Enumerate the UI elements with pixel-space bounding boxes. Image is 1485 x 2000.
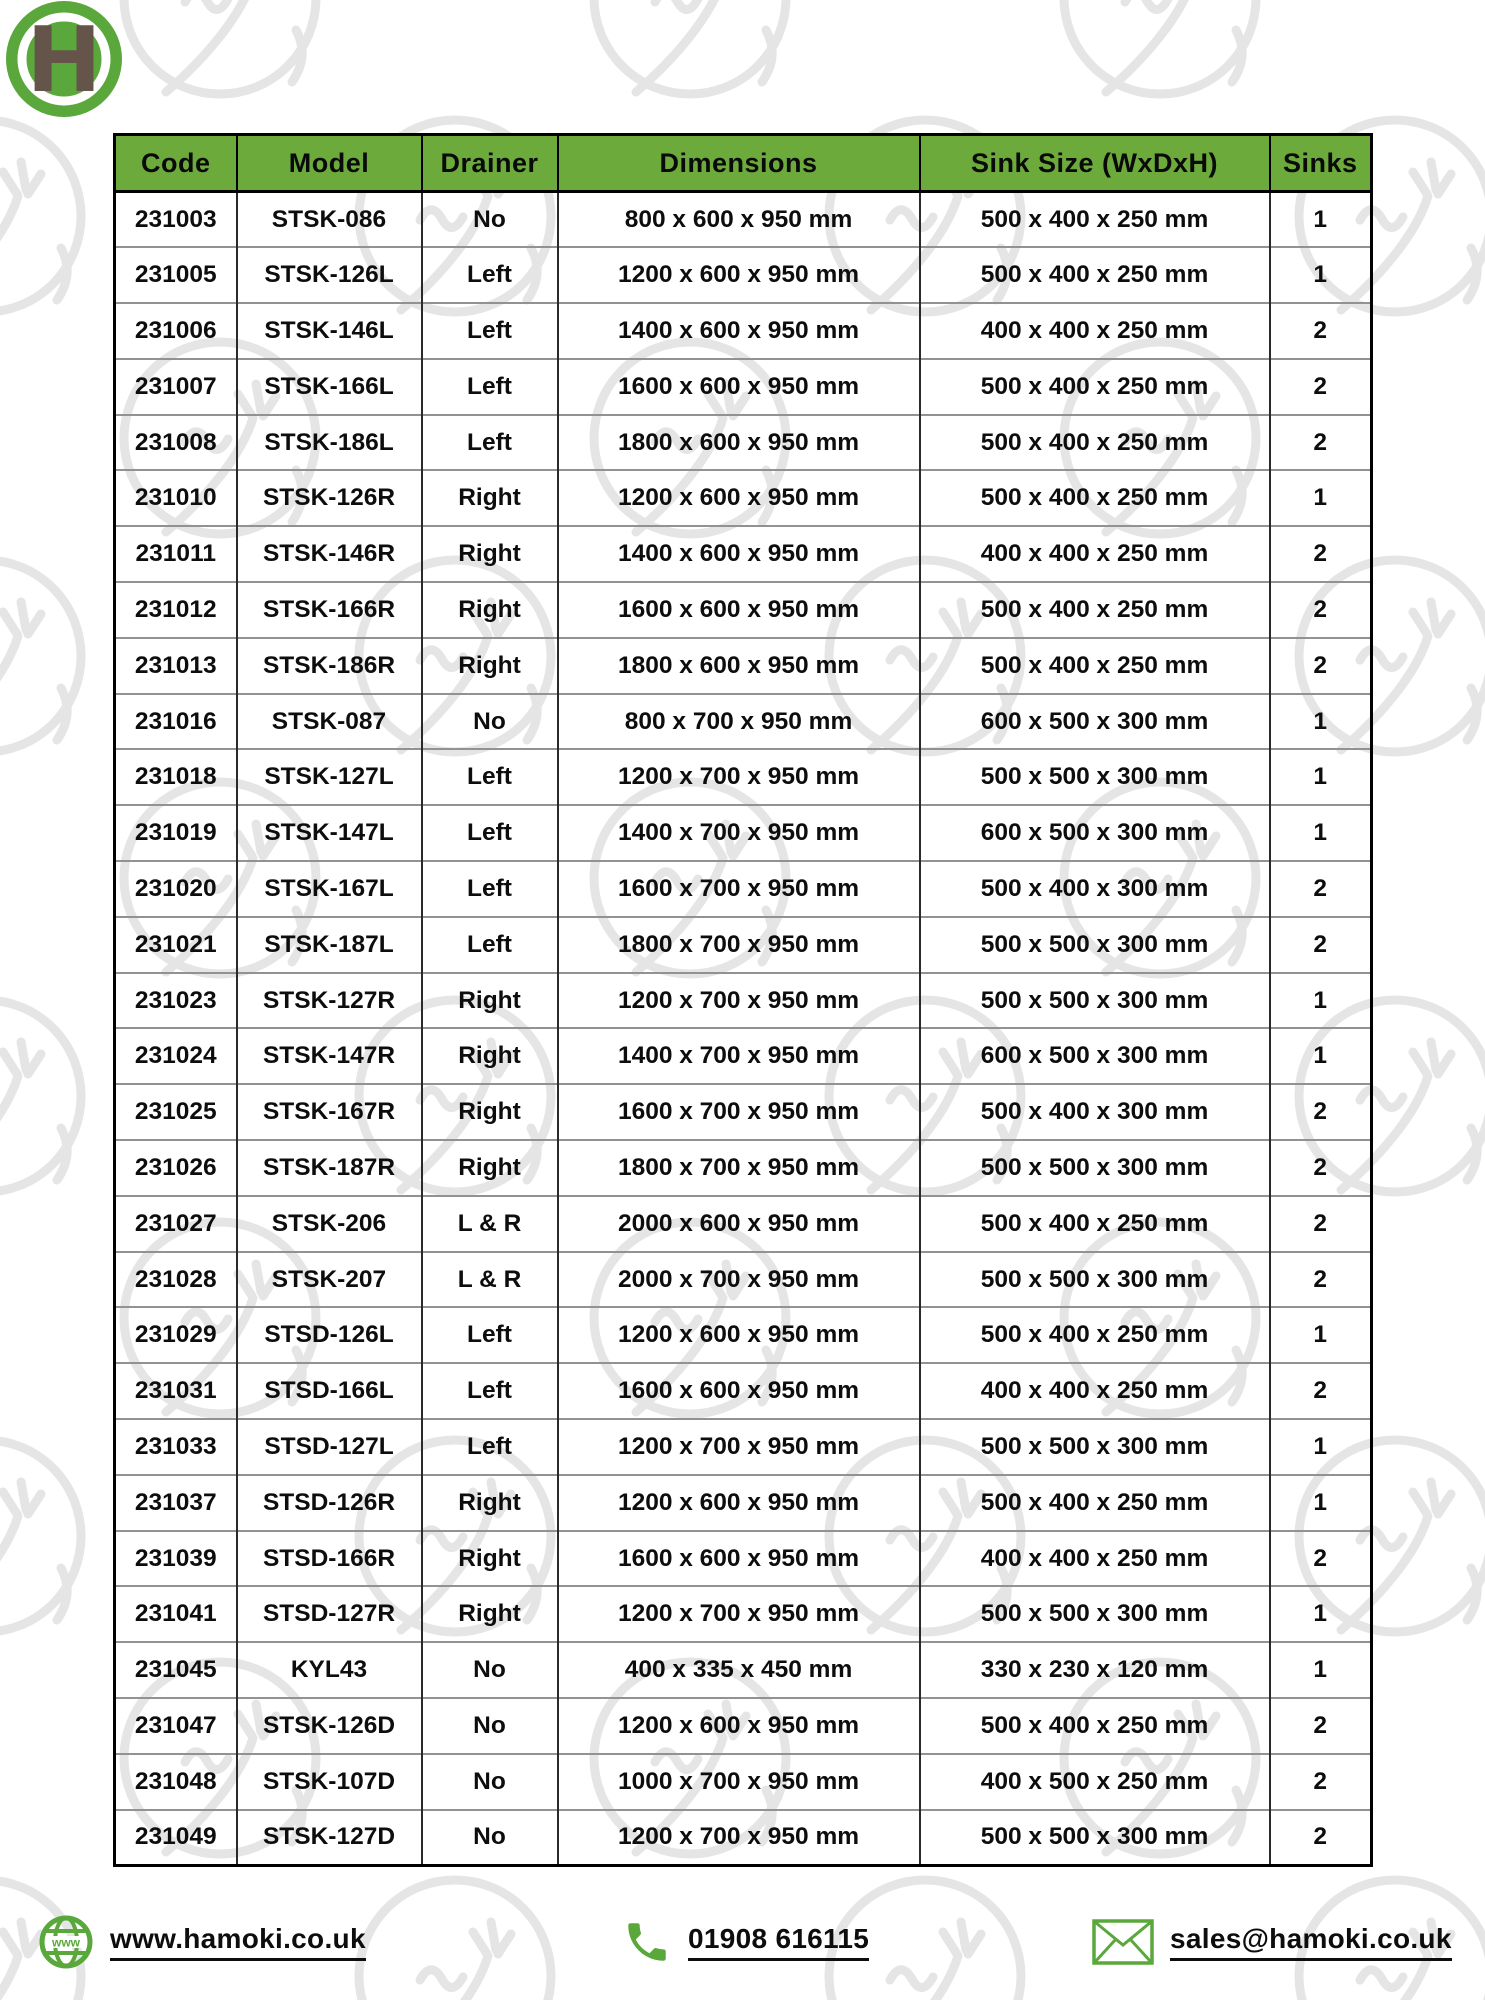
- table-cell: STSD-127R: [237, 1586, 422, 1642]
- table-cell: 2: [1270, 1252, 1372, 1308]
- table-cell: STSK-127D: [237, 1810, 422, 1866]
- table-cell: 1200 x 700 x 950 mm: [558, 749, 920, 805]
- table-cell: STSK-087: [237, 694, 422, 750]
- table-cell: 1800 x 600 x 950 mm: [558, 638, 920, 694]
- header-sinks: Sinks: [1270, 135, 1372, 192]
- table-cell: 231019: [115, 805, 237, 861]
- table-cell: 1: [1270, 247, 1372, 303]
- table-cell: STSK-107D: [237, 1754, 422, 1810]
- table-row: [115, 415, 1372, 471]
- table-cell: 231008: [115, 415, 237, 471]
- table-cell: 231010: [115, 470, 237, 526]
- table-cell: 1: [1270, 805, 1372, 861]
- table-cell: STSK-146R: [237, 526, 422, 582]
- logo-letter: H: [26, 8, 102, 113]
- table-cell: 500 x 400 x 250 mm: [920, 582, 1270, 638]
- table-cell: 231021: [115, 917, 237, 973]
- table-cell: 1400 x 700 x 950 mm: [558, 805, 920, 861]
- table-cell: Right: [422, 582, 558, 638]
- table-cell: 2000 x 700 x 950 mm: [558, 1252, 920, 1308]
- table-cell: 500 x 400 x 250 mm: [920, 192, 1270, 248]
- table-cell: 231028: [115, 1252, 237, 1308]
- table-cell: STSD-126L: [237, 1307, 422, 1363]
- table-cell: STSK-147L: [237, 805, 422, 861]
- table-cell: No: [422, 1754, 558, 1810]
- table-cell: 231018: [115, 749, 237, 805]
- table-cell: 1: [1270, 1586, 1372, 1642]
- table-row: [115, 1252, 1372, 1308]
- table-cell: 2: [1270, 359, 1372, 415]
- table-cell: 2: [1270, 526, 1372, 582]
- table-cell: 1800 x 700 x 950 mm: [558, 917, 920, 973]
- table-row: [115, 470, 1372, 526]
- table-cell: 231013: [115, 638, 237, 694]
- table-row: [115, 247, 1372, 303]
- table-cell: STSK-187L: [237, 917, 422, 973]
- table-cell: 1200 x 700 x 950 mm: [558, 1586, 920, 1642]
- table-cell: 1: [1270, 749, 1372, 805]
- table-cell: STSK-147R: [237, 1028, 422, 1084]
- table-cell: Right: [422, 1140, 558, 1196]
- table-row: [115, 861, 1372, 917]
- table-cell: 2: [1270, 1140, 1372, 1196]
- table-cell: STSK-207: [237, 1252, 422, 1308]
- website-link[interactable]: www.hamoki.co.uk: [110, 1923, 366, 1961]
- table-cell: 2000 x 600 x 950 mm: [558, 1196, 920, 1252]
- table-cell: 400 x 400 x 250 mm: [920, 1531, 1270, 1587]
- table-cell: 400 x 400 x 250 mm: [920, 1363, 1270, 1419]
- table-cell: 231029: [115, 1307, 237, 1363]
- table-cell: L & R: [422, 1252, 558, 1308]
- table-cell: 1200 x 700 x 950 mm: [558, 973, 920, 1029]
- table-cell: 1: [1270, 1307, 1372, 1363]
- table-cell: 231031: [115, 1363, 237, 1419]
- table-cell: 1600 x 600 x 950 mm: [558, 1531, 920, 1587]
- phone-link[interactable]: 01908 616115: [688, 1923, 869, 1961]
- footer-email: [1092, 1902, 1452, 1982]
- table-row: [115, 1810, 1372, 1866]
- table-cell: No: [422, 1810, 558, 1866]
- table-cell: 500 x 500 x 300 mm: [920, 973, 1270, 1029]
- table-cell: 500 x 400 x 250 mm: [920, 470, 1270, 526]
- table-cell: 500 x 400 x 250 mm: [920, 1196, 1270, 1252]
- table-cell: 2: [1270, 582, 1372, 638]
- table-cell: 500 x 500 x 300 mm: [920, 917, 1270, 973]
- table-cell: 231049: [115, 1810, 237, 1866]
- table-row: [115, 805, 1372, 861]
- table-cell: 2: [1270, 638, 1372, 694]
- table-cell: Right: [422, 526, 558, 582]
- table-cell: STSD-127L: [237, 1419, 422, 1475]
- table-cell: 400 x 500 x 250 mm: [920, 1754, 1270, 1810]
- table-cell: 330 x 230 x 120 mm: [920, 1642, 1270, 1698]
- footer-phone: [622, 1902, 869, 1982]
- table-cell: 1: [1270, 973, 1372, 1029]
- table-cell: STSK-126D: [237, 1698, 422, 1754]
- table-cell: 231023: [115, 973, 237, 1029]
- table-cell: 1200 x 600 x 950 mm: [558, 1698, 920, 1754]
- table-cell: STSK-186L: [237, 415, 422, 471]
- table-cell: STSD-166L: [237, 1363, 422, 1419]
- table-cell: Left: [422, 1363, 558, 1419]
- table-row: [115, 973, 1372, 1029]
- table-cell: 231039: [115, 1531, 237, 1587]
- globe-icon: [38, 1914, 94, 1970]
- table-cell: STSK-127R: [237, 973, 422, 1029]
- table-cell: 231012: [115, 582, 237, 638]
- email-link[interactable]: sales@hamoki.co.uk: [1170, 1923, 1452, 1961]
- table-cell: 231005: [115, 247, 237, 303]
- hamoki-logo: [3, 0, 125, 122]
- table-cell: 1: [1270, 1028, 1372, 1084]
- table-cell: 1000 x 700 x 950 mm: [558, 1754, 920, 1810]
- table-cell: 1600 x 700 x 950 mm: [558, 861, 920, 917]
- table-cell: STSK-126R: [237, 470, 422, 526]
- table-cell: 231007: [115, 359, 237, 415]
- table-row: [115, 694, 1372, 750]
- table-row: [115, 1642, 1372, 1698]
- table-cell: 500 x 500 x 300 mm: [920, 1252, 1270, 1308]
- table-row: [115, 749, 1372, 805]
- header-drainer: Drainer: [422, 135, 558, 192]
- table-cell: 2: [1270, 917, 1372, 973]
- table-cell: 2: [1270, 1754, 1372, 1810]
- table-cell: Left: [422, 749, 558, 805]
- table-cell: 500 x 400 x 250 mm: [920, 247, 1270, 303]
- table-cell: 231047: [115, 1698, 237, 1754]
- table-cell: Left: [422, 861, 558, 917]
- table-cell: Right: [422, 973, 558, 1029]
- table-cell: 2: [1270, 1196, 1372, 1252]
- table-cell: KYL43: [237, 1642, 422, 1698]
- table-cell: No: [422, 1642, 558, 1698]
- table-cell: 231026: [115, 1140, 237, 1196]
- table-row: [115, 1419, 1372, 1475]
- table-cell: 1: [1270, 1419, 1372, 1475]
- table-cell: 231041: [115, 1586, 237, 1642]
- table-cell: 500 x 400 x 250 mm: [920, 638, 1270, 694]
- table-cell: 231016: [115, 694, 237, 750]
- footer: [0, 1902, 1485, 1982]
- table-cell: 600 x 500 x 300 mm: [920, 805, 1270, 861]
- table-cell: 2: [1270, 861, 1372, 917]
- table-row: [115, 1140, 1372, 1196]
- table-cell: 2: [1270, 415, 1372, 471]
- table-cell: 231037: [115, 1475, 237, 1531]
- table-cell: 1400 x 600 x 950 mm: [558, 526, 920, 582]
- table-cell: 400 x 400 x 250 mm: [920, 526, 1270, 582]
- table-cell: 500 x 400 x 250 mm: [920, 415, 1270, 471]
- table-row: [115, 526, 1372, 582]
- table-cell: STSK-146L: [237, 303, 422, 359]
- table-cell: 500 x 400 x 250 mm: [920, 1307, 1270, 1363]
- table-cell: 2: [1270, 1084, 1372, 1140]
- table-row: [115, 1531, 1372, 1587]
- table-cell: Right: [422, 1084, 558, 1140]
- table-row: [115, 1698, 1372, 1754]
- table-cell: 1600 x 600 x 950 mm: [558, 582, 920, 638]
- table-cell: 2: [1270, 1810, 1372, 1866]
- table-cell: Left: [422, 303, 558, 359]
- table-cell: 500 x 500 x 300 mm: [920, 1586, 1270, 1642]
- header-model: Model: [237, 135, 422, 192]
- table-cell: Left: [422, 1307, 558, 1363]
- table-cell: 1200 x 600 x 950 mm: [558, 1307, 920, 1363]
- table-cell: 600 x 500 x 300 mm: [920, 1028, 1270, 1084]
- table-cell: 1400 x 600 x 950 mm: [558, 303, 920, 359]
- table-cell: STSK-086: [237, 192, 422, 248]
- table-cell: STSK-187R: [237, 1140, 422, 1196]
- table-cell: 1: [1270, 1475, 1372, 1531]
- table-cell: 500 x 500 x 300 mm: [920, 1419, 1270, 1475]
- table-cell: 1200 x 600 x 950 mm: [558, 1475, 920, 1531]
- sink-spec-table: [113, 133, 1373, 1867]
- table-cell: STSD-126R: [237, 1475, 422, 1531]
- table-cell: 400 x 335 x 450 mm: [558, 1642, 920, 1698]
- table-row: [115, 359, 1372, 415]
- table-row: [115, 1307, 1372, 1363]
- table-cell: 1600 x 600 x 950 mm: [558, 1363, 920, 1419]
- table-cell: 800 x 700 x 950 mm: [558, 694, 920, 750]
- table-header-row: [115, 135, 1372, 192]
- table-cell: No: [422, 192, 558, 248]
- header-sink-size: Sink Size (WxDxH): [920, 135, 1270, 192]
- table-cell: 2: [1270, 1698, 1372, 1754]
- table-cell: 500 x 400 x 300 mm: [920, 1084, 1270, 1140]
- table-cell: STSK-167R: [237, 1084, 422, 1140]
- table-cell: 231006: [115, 303, 237, 359]
- table-cell: 500 x 400 x 250 mm: [920, 359, 1270, 415]
- table-cell: 2: [1270, 1531, 1372, 1587]
- table-cell: STSD-166R: [237, 1531, 422, 1587]
- table-cell: No: [422, 1698, 558, 1754]
- table-cell: 231048: [115, 1754, 237, 1810]
- table-cell: 500 x 400 x 300 mm: [920, 861, 1270, 917]
- email-icon: [1092, 1919, 1154, 1965]
- table-cell: STSK-166L: [237, 359, 422, 415]
- table-cell: 1600 x 600 x 950 mm: [558, 359, 920, 415]
- table-cell: 500 x 500 x 300 mm: [920, 1140, 1270, 1196]
- table-cell: STSK-126L: [237, 247, 422, 303]
- table-cell: Right: [422, 470, 558, 526]
- table-cell: 231020: [115, 861, 237, 917]
- table-cell: Left: [422, 1419, 558, 1475]
- table-cell: STSK-127L: [237, 749, 422, 805]
- table-cell: Left: [422, 415, 558, 471]
- table-cell: Right: [422, 1531, 558, 1587]
- table-cell: 231025: [115, 1084, 237, 1140]
- table-cell: Right: [422, 1028, 558, 1084]
- table-row: [115, 1084, 1372, 1140]
- table-cell: 1: [1270, 694, 1372, 750]
- table-row: [115, 638, 1372, 694]
- table-cell: Right: [422, 1586, 558, 1642]
- header-dimensions: Dimensions: [558, 135, 920, 192]
- globe-www-label: www: [51, 1935, 81, 1950]
- table-cell: 1600 x 700 x 950 mm: [558, 1084, 920, 1140]
- table-cell: 231011: [115, 526, 237, 582]
- table-row: [115, 1475, 1372, 1531]
- table-cell: 2: [1270, 1363, 1372, 1419]
- table-row: [115, 1196, 1372, 1252]
- table-cell: 500 x 400 x 250 mm: [920, 1475, 1270, 1531]
- table-cell: 1200 x 600 x 950 mm: [558, 247, 920, 303]
- table-cell: 231003: [115, 192, 237, 248]
- table-row: [115, 1586, 1372, 1642]
- table-cell: 231024: [115, 1028, 237, 1084]
- table-cell: 1: [1270, 1642, 1372, 1698]
- table-cell: No: [422, 694, 558, 750]
- table-cell: 1200 x 700 x 950 mm: [558, 1810, 920, 1866]
- table-cell: 2: [1270, 303, 1372, 359]
- table-cell: Right: [422, 1475, 558, 1531]
- table-row: [115, 1028, 1372, 1084]
- table-row: [115, 1754, 1372, 1810]
- table-cell: 500 x 500 x 300 mm: [920, 749, 1270, 805]
- table-row: [115, 192, 1372, 248]
- table-cell: Left: [422, 359, 558, 415]
- table-cell: 600 x 500 x 300 mm: [920, 694, 1270, 750]
- table-cell: STSK-166R: [237, 582, 422, 638]
- table-cell: Left: [422, 917, 558, 973]
- table-cell: 1800 x 700 x 950 mm: [558, 1140, 920, 1196]
- table-cell: 500 x 500 x 300 mm: [920, 1810, 1270, 1866]
- table-row: [115, 917, 1372, 973]
- table-cell: Left: [422, 805, 558, 861]
- phone-icon: [622, 1917, 672, 1967]
- table-cell: 231033: [115, 1419, 237, 1475]
- table-cell: STSK-167L: [237, 861, 422, 917]
- table-cell: 1: [1270, 192, 1372, 248]
- table-cell: Right: [422, 638, 558, 694]
- table-cell: 231027: [115, 1196, 237, 1252]
- table-cell: 1400 x 700 x 950 mm: [558, 1028, 920, 1084]
- footer-website: [38, 1902, 366, 1982]
- table-cell: 800 x 600 x 950 mm: [558, 192, 920, 248]
- table-cell: STSK-206: [237, 1196, 422, 1252]
- table-cell: 500 x 400 x 250 mm: [920, 1698, 1270, 1754]
- table-cell: Left: [422, 247, 558, 303]
- table-cell: 1200 x 700 x 950 mm: [558, 1419, 920, 1475]
- table-cell: 1800 x 600 x 950 mm: [558, 415, 920, 471]
- table-cell: STSK-186R: [237, 638, 422, 694]
- table-cell: L & R: [422, 1196, 558, 1252]
- table-row: [115, 303, 1372, 359]
- table-cell: 1200 x 600 x 950 mm: [558, 470, 920, 526]
- header-code: Code: [115, 135, 237, 192]
- table-cell: 231045: [115, 1642, 237, 1698]
- table-cell: 400 x 400 x 250 mm: [920, 303, 1270, 359]
- table-row: [115, 1363, 1372, 1419]
- table-row: [115, 582, 1372, 638]
- table-cell: 1: [1270, 470, 1372, 526]
